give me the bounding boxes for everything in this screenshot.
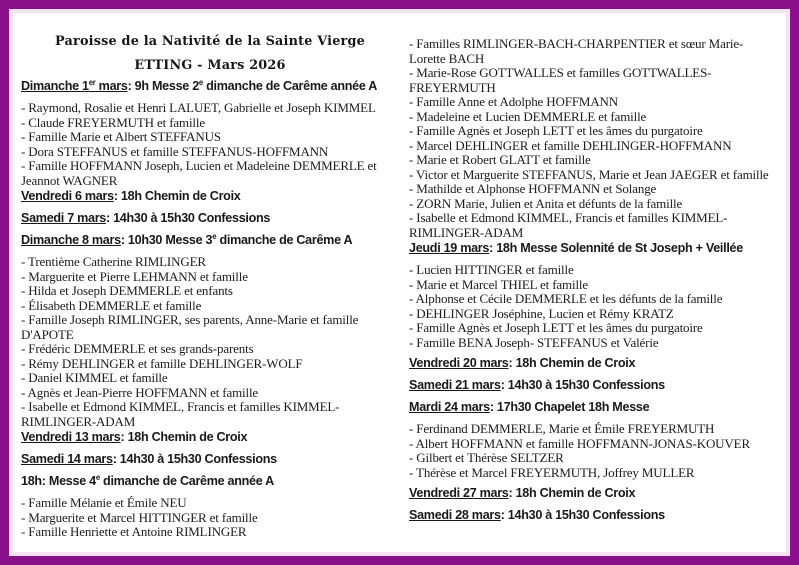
- intention-item: - Agnès et Jean-Pierre HOFFMANN et famille: [21, 384, 259, 400]
- heading-detail: : 14h30 à 15h30 Confessions: [500, 378, 665, 392]
- ordinal-superscript: er: [88, 77, 96, 87]
- ordinal-superscript: e: [95, 472, 100, 482]
- intention-item: - Isabelle et Edmond KIMMEL, Francis et familles KIMMEL-RIMLINGER-ADAM: [409, 210, 728, 240]
- heading-detail: : 9h Messe 2e dimanche de Carême année A: [127, 77, 378, 93]
- heading-date: Dimanche 1er mars: [21, 77, 128, 93]
- intention-item: - DEHLINGER Joséphine, Lucien et Rémy KRATZ: [409, 305, 674, 321]
- mass-intentions-list: [21, 496, 399, 540]
- event-heading: [21, 452, 399, 467]
- mass-intentions-list: [21, 255, 399, 429]
- intention-item: - Famille BENA Joseph- STEFFANUS et Valérie: [409, 334, 659, 350]
- heading-detail: : 14h30 à 15h30 Confessions: [500, 508, 665, 522]
- event-heading: [21, 430, 399, 445]
- ordinal-superscript: e: [212, 231, 217, 241]
- event-heading: [409, 508, 778, 523]
- intention-item: - Famille Joseph RIMLINGER, ses parents, Anne-Marie et famille D'APOTE: [21, 312, 359, 342]
- intention-item: - Lucien HITTINGER et famille: [409, 262, 574, 277]
- event-heading: [21, 233, 399, 248]
- intention-item: - Élisabeth DEMMERLE et famille: [21, 297, 202, 313]
- heading-detail: : 14h30 à 15h30 Confessions: [106, 211, 271, 225]
- column-right: [409, 34, 778, 541]
- heading-date: Samedi 14 mars: [21, 452, 113, 466]
- intention-item: - ZORN Marie, Julien et Anita et défunts de la famille: [409, 195, 683, 211]
- intention-item: - Isabelle et Edmond KIMMEL, Francis et familles KIMMEL-RIMLINGER-ADAM: [21, 399, 340, 429]
- heading-date: Samedi 21 mars: [409, 378, 501, 392]
- heading-detail: : 10h30 Messe 3e dimanche de Carême A: [120, 231, 353, 247]
- heading-detail: : 18h Chemin de Croix: [508, 356, 636, 370]
- heading-date: Samedi 28 mars: [409, 508, 501, 522]
- page-subtitle: ETTING - Mars 2026: [134, 58, 286, 73]
- intention-item: - Mathilde et Alphonse HOFFMANN et Solange: [409, 181, 657, 196]
- event-heading: [409, 400, 778, 415]
- heading-date: Vendredi 13 mars: [21, 430, 121, 444]
- column-right-blocks: [409, 37, 778, 523]
- event-heading: [409, 241, 778, 256]
- intention-item: - Victor et Marguerite STEFFANUS, Marie et Jean JAEGER et famille: [409, 166, 769, 182]
- intention-item: - Famille Henriette et Antoine RIMLINGER: [21, 524, 247, 539]
- heading-date: Vendredi 20 mars: [409, 356, 509, 370]
- heading-detail: : 17h30 Chapelet 18h Messe: [489, 400, 650, 414]
- heading-detail: 18h: Messe 4e dimanche de Carême année A: [21, 472, 274, 488]
- intention-item: - Marguerite et Pierre LEHMANN et famille: [21, 268, 248, 284]
- heading-date: Vendredi 27 mars: [409, 486, 509, 500]
- intention-item: - Marguerite et Marcel HITTINGER et famille: [21, 509, 258, 525]
- event-heading: [21, 79, 399, 94]
- heading-detail: : 18h Chemin de Croix: [508, 486, 636, 500]
- intention-item: - Raymond, Rosalie et Henri LALUET, Gabrielle et Joseph KIMMEL: [21, 100, 376, 115]
- heading-detail: : 18h Chemin de Croix: [113, 189, 241, 203]
- intention-item: - Frédéric DEMMERLE et ses grands-parents: [21, 341, 254, 356]
- ordinal-superscript: e: [198, 77, 203, 87]
- newsletter-page: [9, 9, 790, 541]
- intention-item: - Alphonse et Cécile DEMMERLE et les défunts de la famille: [409, 291, 723, 306]
- event-heading: [409, 486, 778, 501]
- column-left: [21, 34, 399, 541]
- intention-item: - Claude FREYERMUTH et famille: [21, 114, 205, 130]
- intention-item: - Ferdinand DEMMERLE, Marie et Émile FREYERMUTH: [409, 421, 715, 436]
- intention-item: - Hilda et Joseph DEMMERLE et enfants: [21, 283, 233, 298]
- intention-item: - Albert HOFFMANN et famille HOFFMANN-JONAS-KOUVER: [409, 435, 750, 451]
- heading-date: Jeudi 19 mars: [409, 241, 490, 255]
- intention-item: - Dora STEFFANUS et famille STEFFANUS-HOFFMANN: [21, 143, 329, 159]
- intention-item: - Madeleine et Lucien DEMMERLE et famille: [409, 108, 647, 124]
- intention-item: - Marie-Rose GOTTWALLES et familles GOTTWALLES-FREYERMUTH: [409, 65, 712, 95]
- column-left-blocks: [21, 79, 399, 540]
- intention-item: - Daniel KIMMEL et famille: [21, 370, 168, 385]
- mass-intentions-list: [21, 101, 399, 188]
- mass-intentions-list: [409, 37, 778, 240]
- intention-item: - Marie et Marcel THIEL et famille: [409, 276, 588, 292]
- heading-detail: : 18h Chemin de Croix: [120, 430, 248, 444]
- intention-item: - Famille HOFFMANN Joseph, Lucien et Madeleine DEMMERLE et Jeannot WAGNER: [21, 158, 377, 188]
- intention-item: - Famille Agnès et Joseph LETT et les âmes du purgatoire: [409, 123, 703, 138]
- intention-item: - Marcel DEHLINGER et famille DEHLINGER-HOFFMANN: [409, 137, 732, 153]
- event-heading: [21, 211, 399, 226]
- intention-item: - Marie et Robert GLATT et famille: [409, 152, 591, 167]
- event-heading: [409, 356, 778, 371]
- intention-item: - Rémy DEHLINGER et famille DEHLINGER-WOLF: [21, 355, 303, 371]
- mass-intentions-list: [409, 422, 778, 480]
- page-title: Paroisse de la Nativité de la Sainte Vierge: [55, 34, 365, 49]
- intention-item: - Trentième Catherine RIMLINGER: [21, 254, 206, 269]
- event-heading: [21, 474, 399, 489]
- event-heading: [409, 378, 778, 393]
- heading-date: Vendredi 6 mars: [21, 189, 114, 203]
- intention-item: - Gilbert et Thérèse SELTZER: [409, 450, 564, 465]
- intention-item: - Famille Agnès et Joseph LETT et les âmes du purgatoire: [409, 320, 703, 335]
- intention-item: - Famille Marie et Albert STEFFANUS: [21, 129, 221, 144]
- intention-item: - Famille Mélanie et Émile NEU: [21, 495, 187, 510]
- heading-date: Samedi 7 mars: [21, 211, 107, 225]
- intention-item: - Thérèse et Marcel FREYERMUTH, Joffrey MULLER: [409, 464, 695, 480]
- mass-intentions-list: [409, 263, 778, 350]
- intention-item: - Familles RIMLINGER-BACH-CHARPENTIER et sœur Marie-Lorette BACH: [409, 36, 744, 66]
- heading-detail: : 14h30 à 15h30 Confessions: [112, 452, 277, 466]
- heading-date: Mardi 24 mars: [409, 400, 490, 414]
- heading-detail: : 18h Messe Solennité de St Joseph + Veillée: [489, 241, 743, 255]
- heading-date: Dimanche 8 mars: [21, 233, 121, 247]
- intention-item: - Famille Anne et Adolphe HOFFMANN: [409, 94, 619, 109]
- event-heading: [21, 189, 399, 204]
